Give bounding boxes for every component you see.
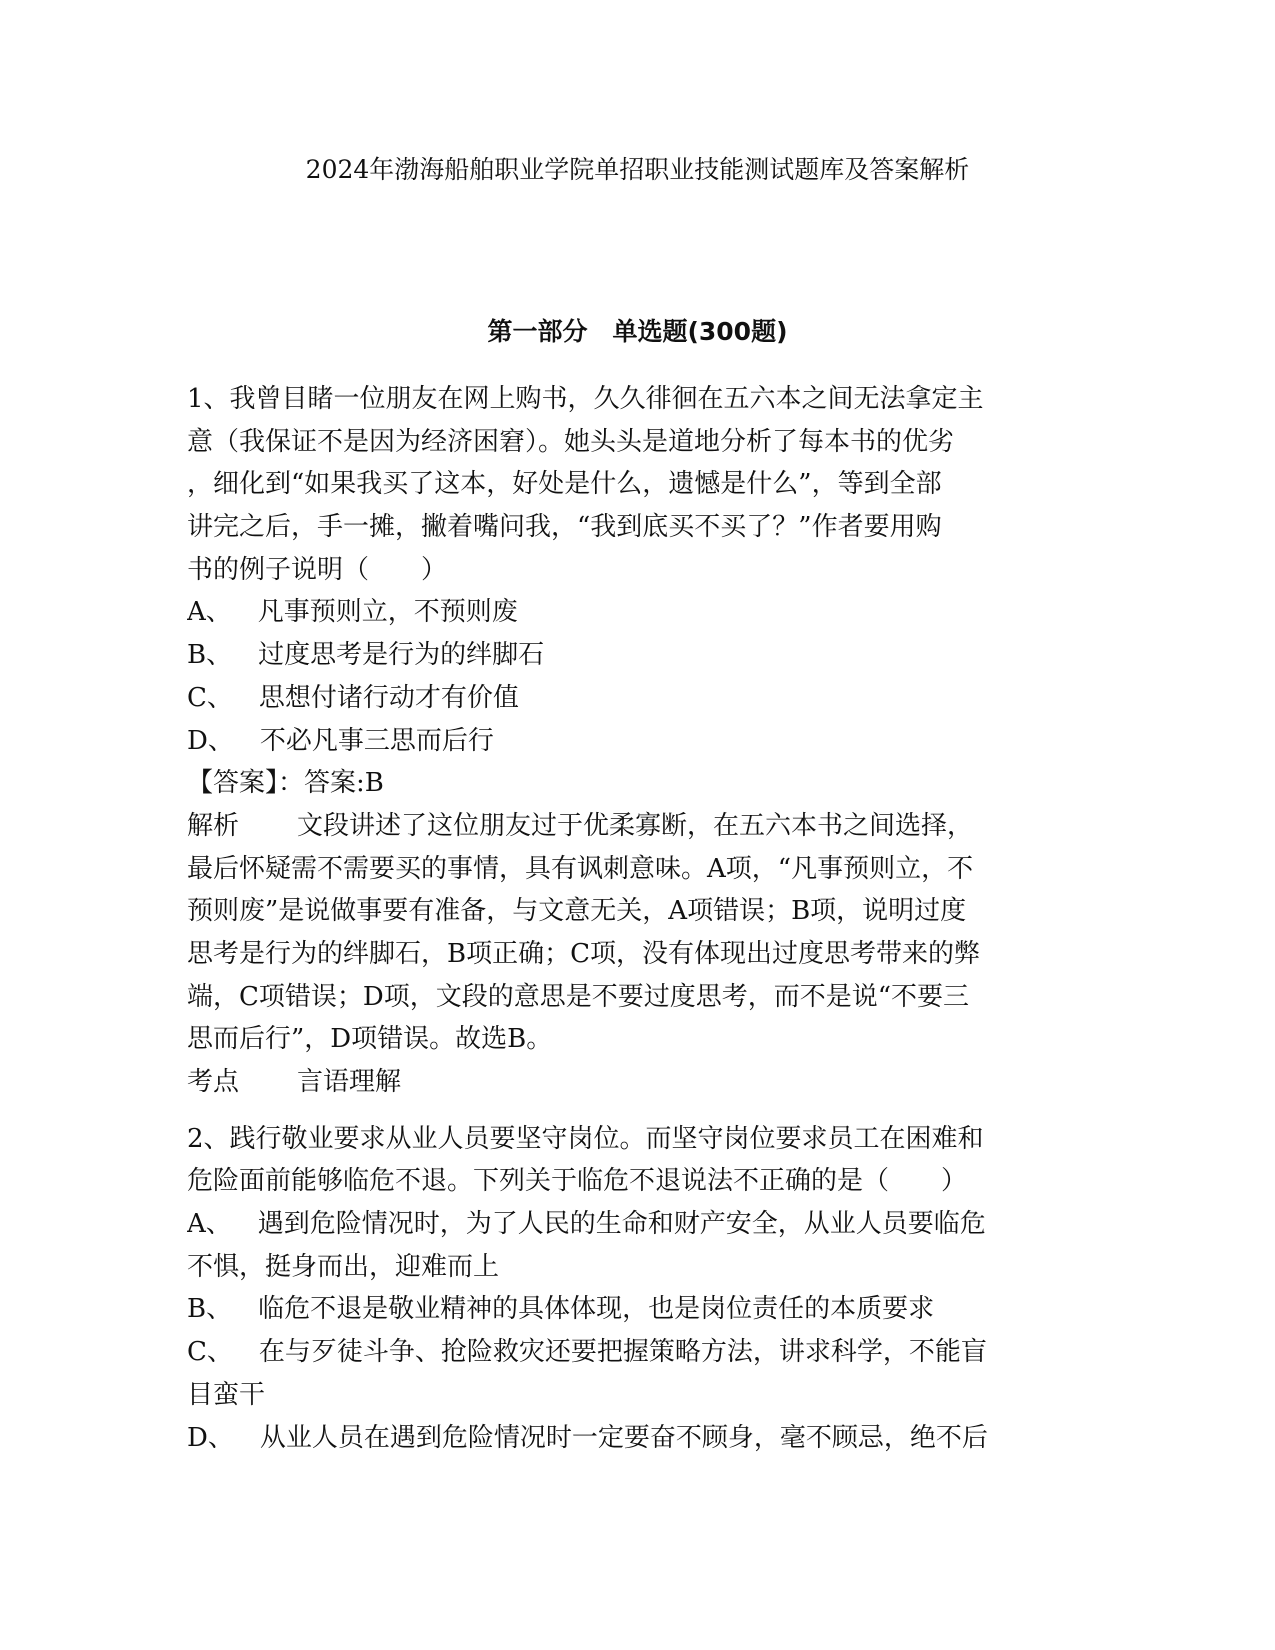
question-stem-line: 讲完之后，手一摊，撇着嘴问我，“我到底买不买了？”作者要用购: [187, 512, 942, 543]
option-b: [187, 1288, 1087, 1331]
option-text: 思想付诸行动才有价值: [258, 682, 519, 713]
question-stem-line: 危险面前能够临危不退。下列关于临危不退说法不正确的是（ ）: [187, 1166, 968, 1197]
document-title: 2024年渤海船舶职业学院单招职业技能测试题库及答案解析: [305, 155, 970, 184]
analysis-line: 最后怀疑需不需要买的事情，具有讽刺意味。A项，“凡事预则立，不: [187, 853, 974, 884]
question-2: [187, 1118, 1087, 1460]
analysis-line: 端，C项错误；D项，文段的意思是不要过度思考，而不是说“不要三: [187, 981, 970, 1012]
option-text: 凡事预则立，不预则废: [257, 597, 518, 628]
analysis-text: 文段讲述了这位朋友过于优柔寡断，在五六本书之间选择，: [297, 810, 974, 841]
option-a-continuation: 不惧，挺身而出，迎难而上: [187, 1251, 500, 1282]
option-letter: A、: [187, 1209, 232, 1240]
topic-label: 考点: [187, 1067, 240, 1097]
answer-line: 【答案】：答案:B: [187, 768, 384, 799]
option-c-continuation: 目蛮干: [187, 1379, 266, 1410]
question-stem-line: 书的例子说明（ ）: [187, 554, 448, 585]
option-letter: C、: [187, 1337, 233, 1368]
question-1: [187, 378, 1087, 1104]
topic-value: 言语理解: [297, 1067, 402, 1097]
option-c: [187, 677, 1087, 720]
analysis-line: 思考是行为的绊脚石，B项正确；C项，没有体现出过度思考带来的弊: [187, 938, 981, 969]
option-a: [187, 591, 1087, 634]
option-text: 从业人员在遇到危险情况时一定要奋不顾身，毫不顾忌，绝不后: [259, 1422, 988, 1453]
option-text: 在与歹徒斗争、抢险救灾还要把握策略方法，讲求科学，不能盲: [258, 1337, 987, 1368]
option-text: 过度思考是行为的绊脚石: [258, 640, 545, 671]
option-d: [187, 1417, 1087, 1460]
question-stem-line: 意（我保证不是因为经济困窘）。她头头是道地分析了每本书的优劣: [187, 426, 955, 457]
option-a: [187, 1203, 1087, 1246]
option-letter: B、: [187, 1294, 233, 1325]
option-text: 不必凡事三思而后行: [259, 725, 494, 756]
analysis-line: [187, 805, 1087, 848]
question-spacer: [187, 1104, 1087, 1118]
option-b: [187, 634, 1087, 677]
analysis-label: 解析: [187, 810, 240, 841]
option-letter: B、: [187, 640, 233, 671]
question-stem-line: ，细化到“如果我买了这本，好处是什么，遗憾是什么”，等到全部: [187, 469, 942, 500]
option-letter: D、: [187, 725, 234, 756]
section-heading: 第一部分 单选题(300题): [487, 317, 788, 346]
topic-line: [187, 1061, 1087, 1104]
option-c: [187, 1331, 1087, 1374]
option-text: 临危不退是敬业精神的具体体现，也是岗位责任的本质要求: [258, 1294, 935, 1325]
option-text: 遇到危险情况时，为了人民的生命和财产安全，从业人员要临危: [257, 1209, 986, 1240]
option-letter: D、: [187, 1422, 234, 1453]
option-letter: C、: [187, 682, 233, 713]
document-body: [187, 378, 1087, 1459]
option-letter: A、: [187, 597, 232, 628]
analysis-line: 预则废”是说做事要有准备，与文意无关，A项错误；B项，说明过度: [187, 896, 967, 927]
question-stem-line: 2、践行敬业要求从业人员要坚守岗位。而坚守岗位要求员工在困难和: [187, 1123, 984, 1154]
question-stem-line: 1、我曾目睹一位朋友在网上购书，久久徘徊在五六本之间无法拿定主: [187, 384, 984, 414]
option-d: [187, 720, 1087, 763]
analysis-line: 思而后行”，D项错误。故选B。: [187, 1024, 553, 1055]
